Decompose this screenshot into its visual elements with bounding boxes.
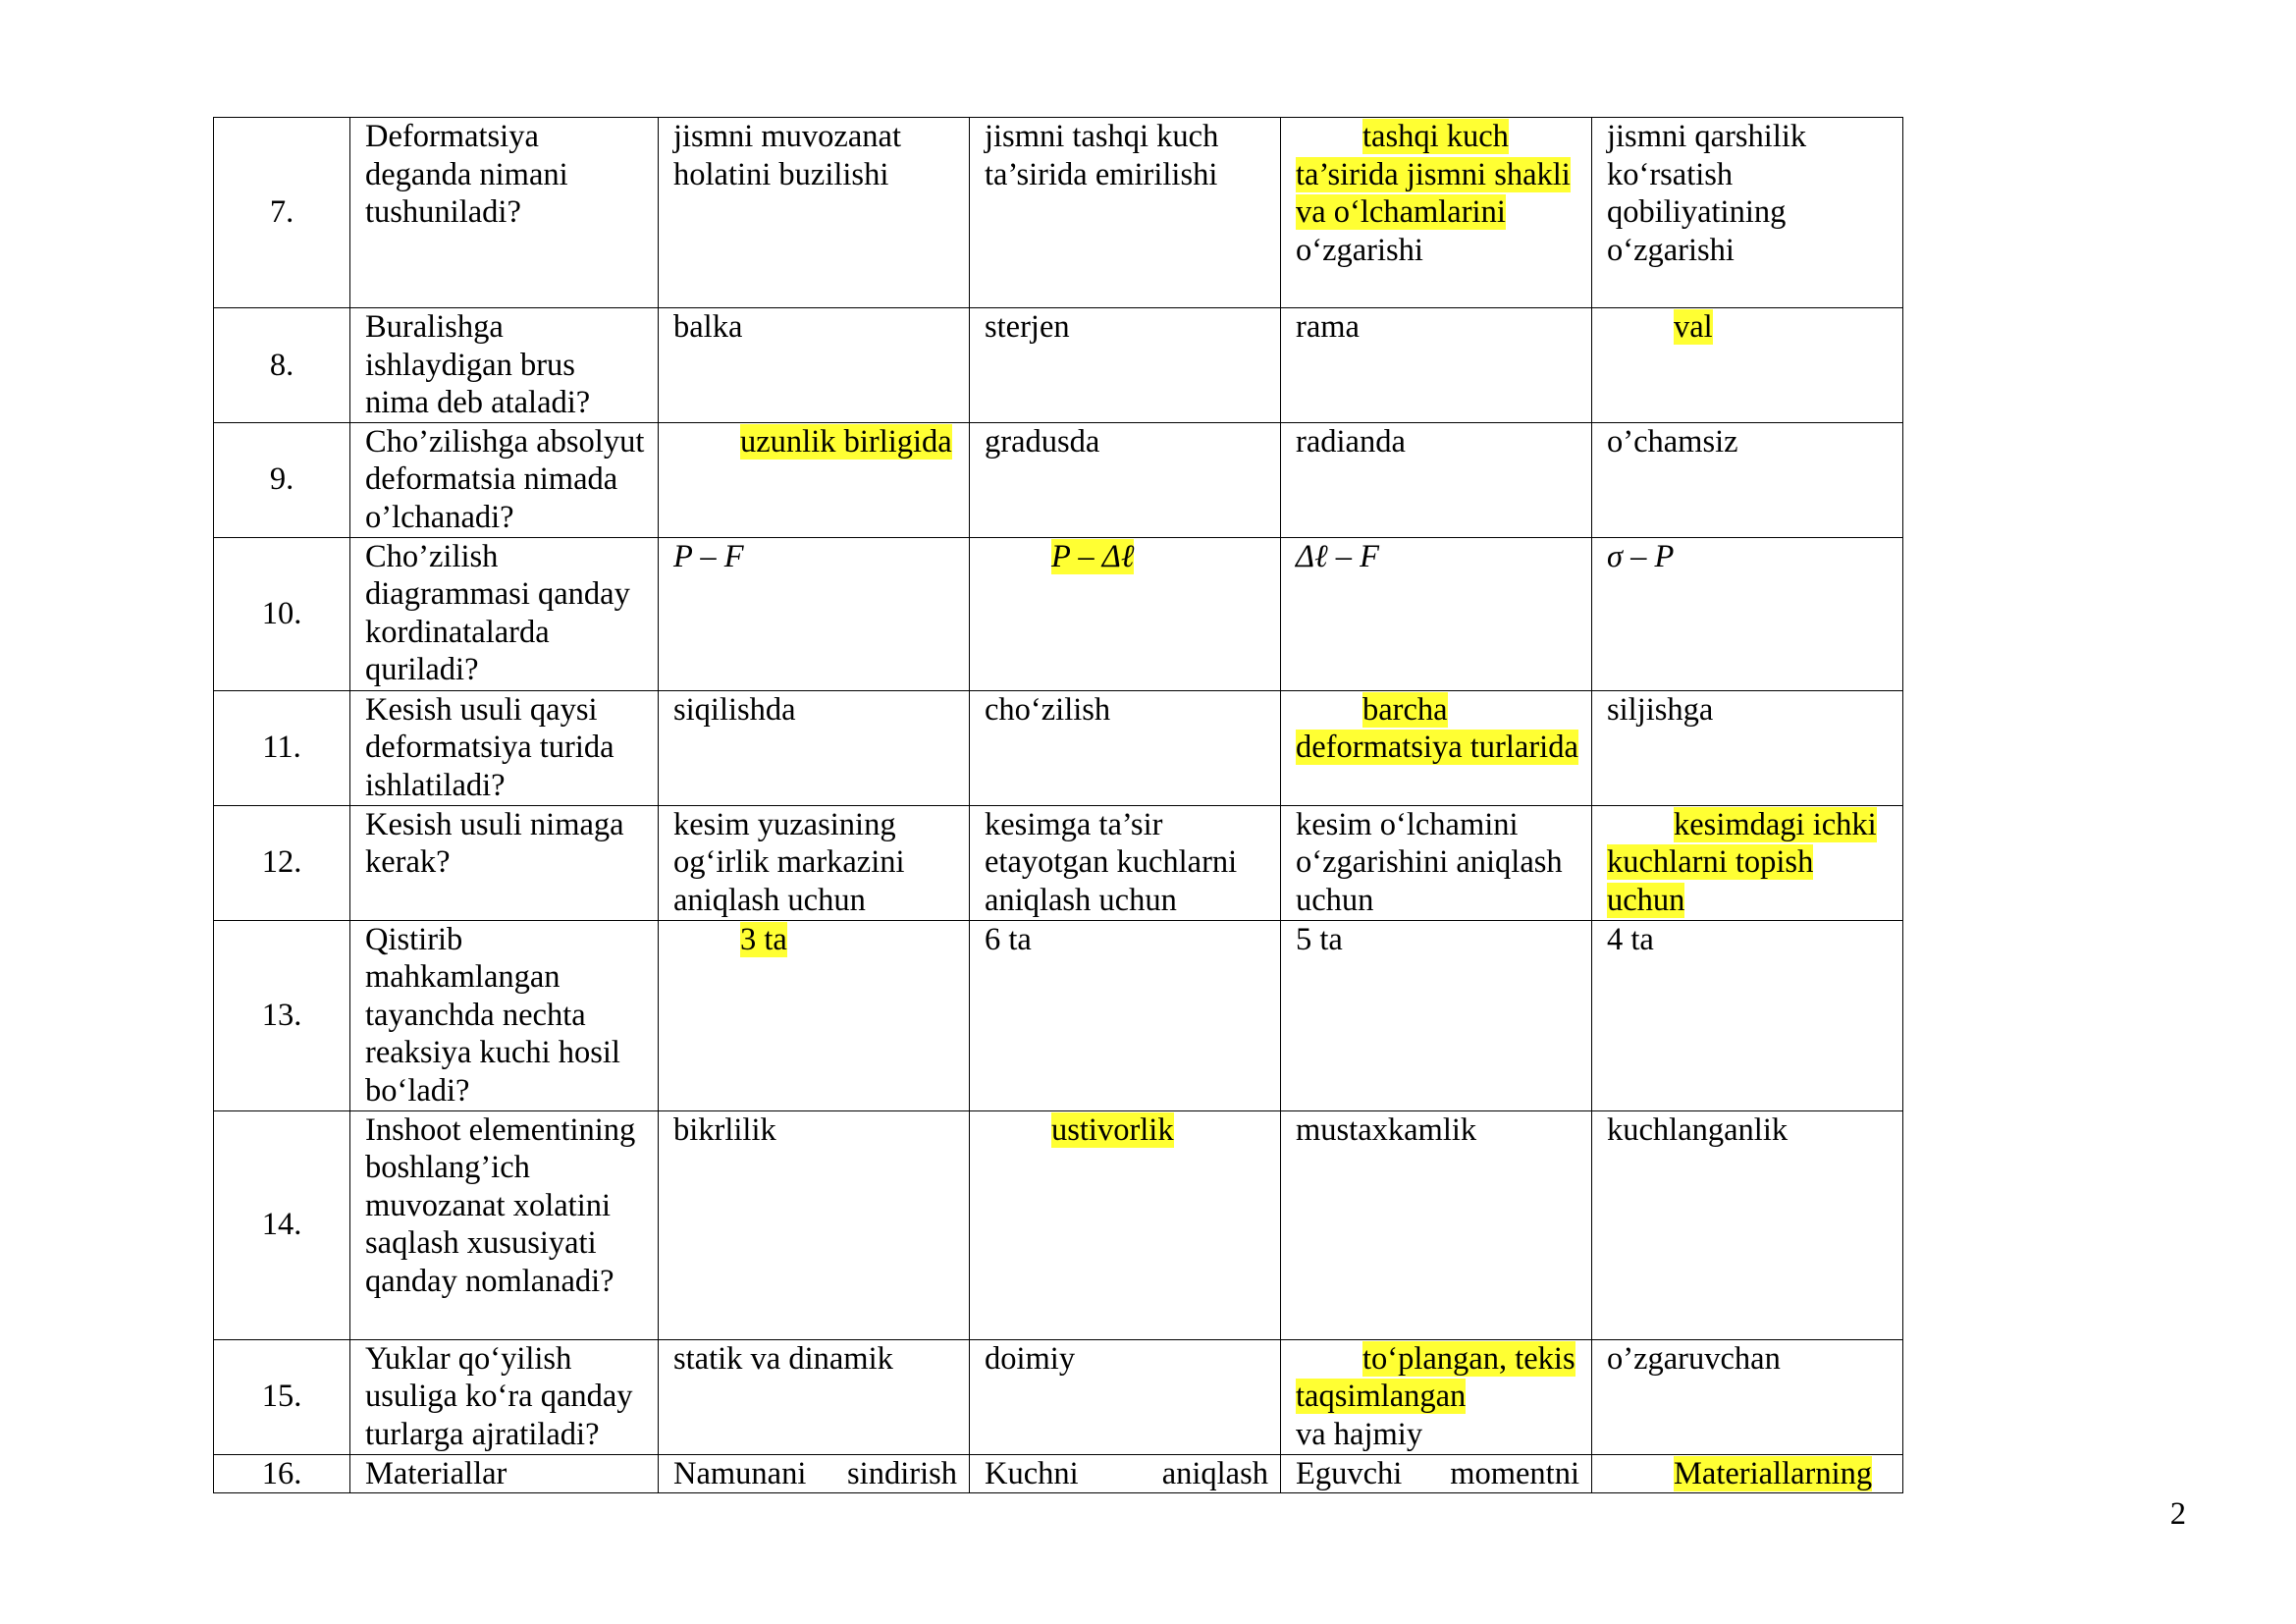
table-row (214, 422, 1903, 537)
answer-option (659, 690, 970, 805)
answer-option (659, 118, 970, 308)
table-row (214, 1339, 1903, 1454)
answer-option (970, 690, 1281, 805)
answer-option (1592, 422, 1903, 537)
answer-option-correct (1281, 1339, 1592, 1454)
question-text (350, 537, 659, 690)
question-number: 12. (214, 805, 350, 920)
answer-option-correct (659, 422, 970, 537)
question-label: Kesish usuli qaysi deformatsiya turida ishlatiladi? (365, 691, 614, 803)
option-label: to‘plangan, tekis taqsimlangan (1296, 1340, 1575, 1414)
answer-option-correct (970, 1110, 1281, 1339)
question-number: 7. (214, 118, 350, 308)
option-label: 6 ta (985, 921, 1032, 957)
answer-option-correct (1592, 308, 1903, 423)
answer-option (1592, 1339, 1903, 1454)
option-label: kesimga ta’sir etayotgan kuchlarni aniqlash uchun (985, 806, 1238, 918)
option-label: mustaxkamlik (1296, 1111, 1477, 1148)
option-label: o’chamsiz (1607, 423, 1738, 460)
option-label: uzunlik birligida (740, 423, 952, 460)
question-number: 14. (214, 1110, 350, 1339)
question-number: 9. (214, 422, 350, 537)
answer-option (659, 1110, 970, 1339)
answer-option (1592, 537, 1903, 690)
question-text (350, 118, 659, 308)
answer-option (1592, 1110, 1903, 1339)
option-label: Eguvchi momentni (1296, 1455, 1579, 1491)
answer-option (1281, 537, 1592, 690)
answer-option (970, 920, 1281, 1110)
table-row (214, 920, 1903, 1110)
option-label: 5 ta (1296, 921, 1343, 957)
option-label-tail: va hajmiy (1296, 1416, 1423, 1452)
table-row (214, 118, 1903, 308)
table-row (214, 805, 1903, 920)
quiz-table (213, 117, 1903, 1493)
answer-option-correct (659, 920, 970, 1110)
answer-option (970, 1454, 1281, 1493)
answer-option (1592, 920, 1903, 1110)
option-label: kuchlanganlik (1607, 1111, 1789, 1148)
answer-option (970, 118, 1281, 308)
question-number: 8. (214, 308, 350, 423)
table-row (214, 1454, 1903, 1493)
question-text (350, 920, 659, 1110)
option-label: 3 ta (740, 921, 787, 957)
option-label: radianda (1296, 423, 1406, 460)
table-row (214, 308, 1903, 423)
answer-option (1281, 1454, 1592, 1493)
answer-option (1281, 920, 1592, 1110)
option-label: kesimdagi ichki kuchlarni topish uchun (1607, 806, 1877, 918)
option-label-tail: o‘zgarishi (1296, 232, 1423, 268)
answer-option (1281, 805, 1592, 920)
option-label: Materiallarning (1674, 1455, 1873, 1491)
option-label: o’zgaruvchan (1607, 1340, 1781, 1377)
question-label: Cho’zilish diagrammasi qanday kordinatalarda quriladi? (365, 538, 630, 687)
question-label: Yuklar qo‘yilish usuliga ko‘ra qanday turlarga ajratiladi? (365, 1340, 633, 1452)
answer-option-correct (1592, 805, 1903, 920)
answer-option (659, 308, 970, 423)
formula-label: Δℓ – F (1296, 538, 1379, 574)
option-label: doimiy (985, 1340, 1076, 1377)
question-number: 16. (214, 1454, 350, 1493)
answer-option (970, 422, 1281, 537)
question-text (350, 805, 659, 920)
question-text (350, 690, 659, 805)
option-label: barcha deformatsiya turlarida (1296, 691, 1578, 765)
question-text (350, 1110, 659, 1339)
answer-option (1281, 422, 1592, 537)
question-label: Kesish usuli nimaga kerak? (365, 806, 624, 880)
option-label: jismni tashqi kuch ta’sirida emirilishi (985, 119, 1219, 192)
answer-option-correct (970, 537, 1281, 690)
answer-option (970, 1339, 1281, 1454)
option-label: ustivorlik (1051, 1111, 1174, 1148)
question-number: 13. (214, 920, 350, 1110)
formula-label: P – Δℓ (1051, 538, 1135, 574)
question-label: Qistirib mahkamlangan tayanchda nechta reaksiya kuchi hosil bo‘ladi? (365, 921, 620, 1109)
table-row (214, 1110, 1903, 1339)
answer-option-correct (1281, 118, 1592, 308)
formula-label: P – F (673, 538, 744, 574)
table-row (214, 537, 1903, 690)
option-label: rama (1296, 309, 1360, 345)
option-label: siljishga (1607, 691, 1714, 728)
question-text (350, 422, 659, 537)
option-label: jismni qarshilik ko‘rsatish qobiliyatining o‘zgarishi (1607, 119, 1807, 268)
option-label: balka (673, 309, 743, 345)
answer-option (1281, 308, 1592, 423)
option-label: bikrlilik (673, 1111, 776, 1148)
option-label: gradusda (985, 423, 1100, 460)
option-label: Kuchni aniqlash (985, 1455, 1268, 1491)
option-label: statik va dinamik (673, 1340, 893, 1377)
option-label: kesim o‘lchamini o‘zgarishini aniqlash uchun (1296, 806, 1563, 918)
page-number: 2 (2169, 1496, 2186, 1532)
question-number: 10. (214, 537, 350, 690)
option-label: tashqi kuch ta’sirida jismni shakli va o‘lchamlarini (1296, 119, 1571, 230)
question-label: Inshoot elementining boshlang’ich muvozanat xolatini saqlash xususiyati qanday nomlanadi? (365, 1111, 636, 1299)
answer-option (1592, 690, 1903, 805)
answer-option (970, 308, 1281, 423)
formula-label: σ – P (1607, 538, 1675, 574)
question-text (350, 1454, 659, 1493)
question-label: Cho’zilishga absolyut deformatsia nimada o’lchanadi? (365, 423, 645, 535)
question-number: 11. (214, 690, 350, 805)
answer-option (1281, 1110, 1592, 1339)
question-number: 15. (214, 1339, 350, 1454)
option-label: kesim yuzasining og‘irlik markazini aniqlash uchun (673, 806, 905, 918)
option-label: val (1674, 309, 1713, 345)
question-label: Buralishga ishlaydigan brus nima deb ataladi? (365, 309, 591, 420)
quiz-body (214, 118, 1903, 1493)
answer-option (970, 805, 1281, 920)
question-label: Materiallar (365, 1455, 507, 1491)
question-label: Deformatsiya deganda nimani tushuniladi? (365, 119, 568, 230)
question-text (350, 1339, 659, 1454)
option-label: 4 ta (1607, 921, 1654, 957)
option-label: Namunani sindirish (673, 1455, 957, 1491)
answer-option-correct (1592, 1454, 1903, 1493)
option-label: siqilishda (673, 691, 796, 728)
option-label: jismni muvozanat holatini buzilishi (673, 119, 901, 192)
answer-option (659, 537, 970, 690)
answer-option (659, 805, 970, 920)
answer-option (659, 1339, 970, 1454)
option-label: cho‘zilish (985, 691, 1111, 728)
answer-option (659, 1454, 970, 1493)
question-text (350, 308, 659, 423)
answer-option (1592, 118, 1903, 308)
table-row (214, 690, 1903, 805)
answer-option-correct (1281, 690, 1592, 805)
option-label: sterjen (985, 309, 1070, 345)
